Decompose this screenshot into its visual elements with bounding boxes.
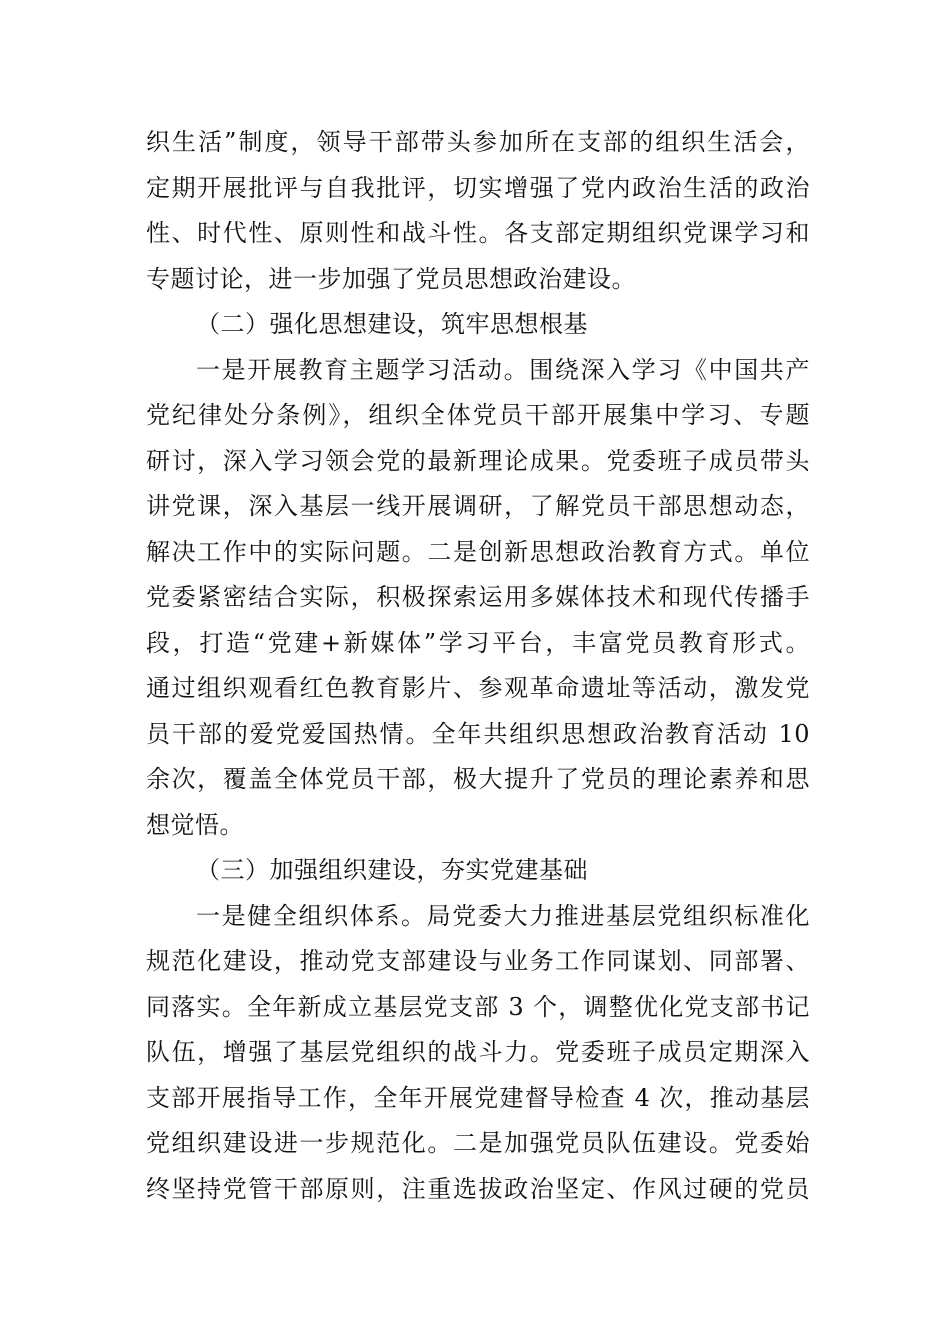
text-line: 段，打造“党建+新媒体”学习平台，丰富党员教育形式。 bbox=[146, 628, 810, 657]
text-line: 规范化建设，推动党支部建设与业务工作同谋划、同部署、 bbox=[146, 947, 810, 975]
text-line: 通过组织观看红色教育影片、参观革命遗址等活动，激发党 bbox=[146, 674, 810, 702]
text-line: 研讨，深入学习领会党的最新理论成果。党委班子成员带头 bbox=[146, 446, 810, 475]
text-line: 余次，覆盖全体党员干部，极大提升了党员的理论素养和思 bbox=[146, 765, 810, 793]
text-line: 讲党课，深入基层一线开展调研，了解党员干部思想动态， bbox=[146, 492, 810, 520]
text-line: 员干部的爱党爱国热情。全年共组织思想政治教育活动 10 bbox=[146, 719, 810, 748]
text-line: 织生活”制度，领导干部带头参加所在支部的组织生活会， bbox=[146, 128, 810, 156]
text-line: 党委紧密结合实际，积极探索运用多媒体技术和现代传播手 bbox=[146, 583, 810, 611]
section-heading-2: （二）强化思想建设，筑牢思想根基 bbox=[196, 310, 588, 338]
text-line: 专题讨论，进一步加强了党员思想政治建设。 bbox=[146, 264, 636, 293]
paragraph-2 bbox=[146, 348, 810, 849]
text-line: 解决工作中的实际问题。二是创新思想政治教育方式。单位 bbox=[146, 537, 810, 566]
text-line: 定期开展批评与自我批评，切实增强了党内政治生活的政治 bbox=[146, 173, 810, 202]
document-body bbox=[146, 120, 810, 1212]
paragraph-3 bbox=[146, 894, 810, 1213]
text-line: 支部开展指导工作，全年开展党建督导检查 4 次，推动基层 bbox=[146, 1083, 810, 1112]
section-heading-3: （三）加强组织建设，夯实党建基础 bbox=[196, 856, 588, 884]
paragraph-continued bbox=[146, 120, 810, 302]
text-line: 一是开展教育主题学习活动。围绕深入学习《中国共产 bbox=[196, 355, 810, 384]
text-line: 党组织建设进一步规范化。二是加强党员队伍建设。党委始 bbox=[146, 1129, 810, 1157]
text-line: 同落实。全年新成立基层党支部 3 个，调整优化党支部书记 bbox=[146, 992, 810, 1021]
text-line: 队伍，增强了基层党组织的战斗力。党委班子成员定期深入 bbox=[146, 1038, 810, 1066]
text-line: 想觉悟。 bbox=[146, 810, 244, 839]
text-line: 一是健全组织体系。局党委大力推进基层党组织标准化 bbox=[196, 901, 810, 930]
text-line: 党纪律处分条例》，组织全体党员干部开展集中学习、专题 bbox=[146, 401, 810, 429]
text-line: 性、时代性、原则性和战斗性。各支部定期组织党课学习和 bbox=[146, 219, 810, 247]
text-line: 终坚持党管干部原则，注重选拔政治坚定、作风过硬的党员 bbox=[146, 1174, 810, 1203]
